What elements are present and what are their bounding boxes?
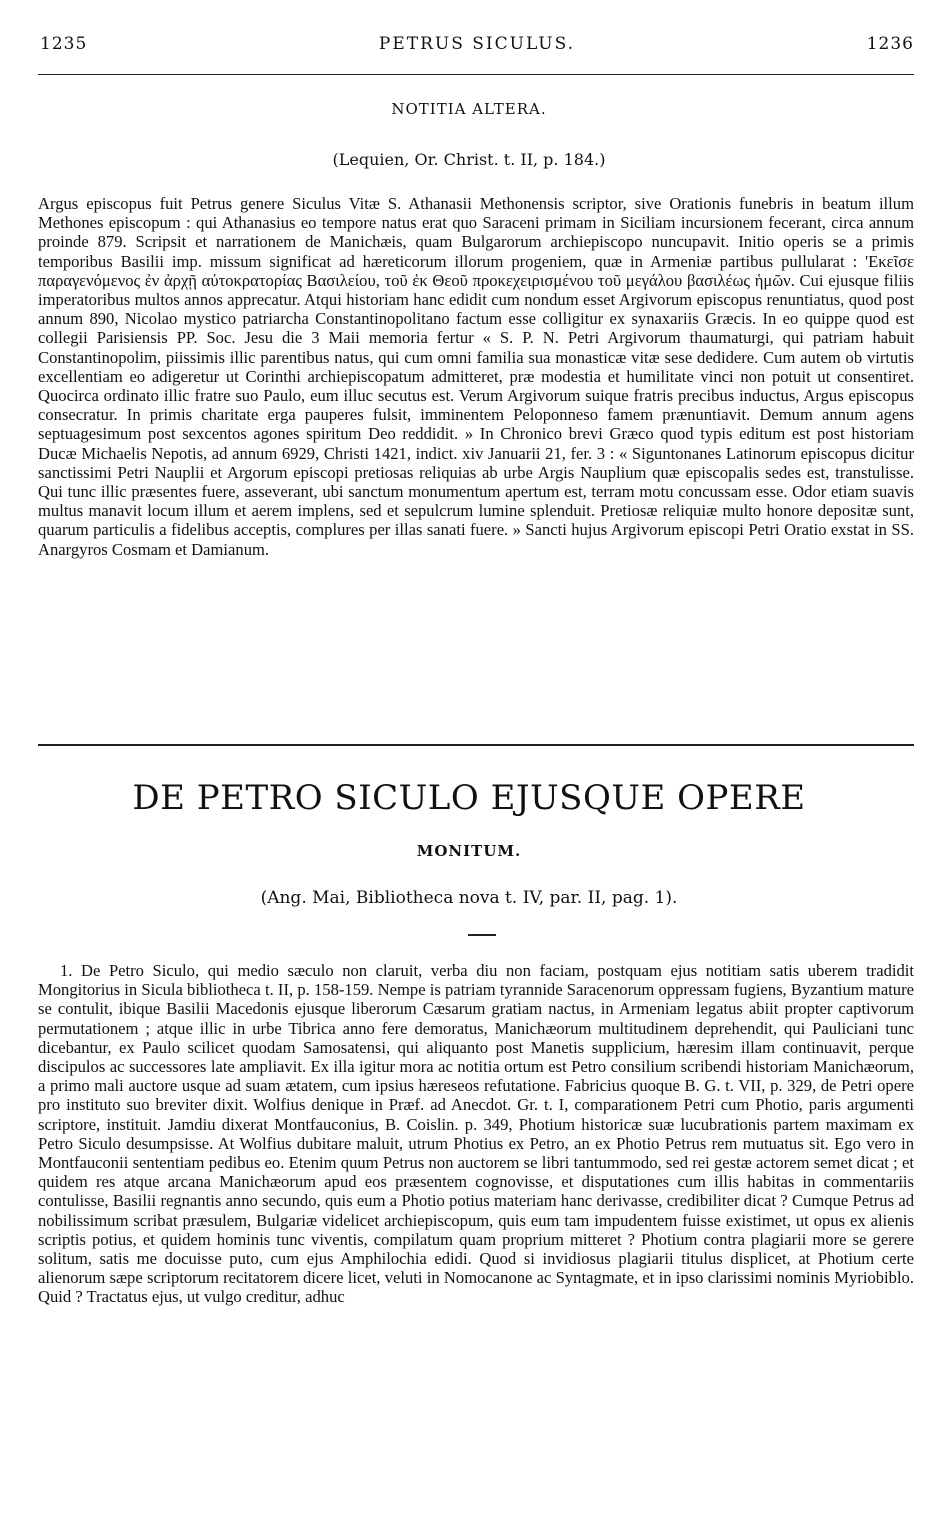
page-header <box>40 34 914 56</box>
running-title: PETRUS SICULUS. <box>378 34 576 54</box>
short-divider <box>468 934 496 936</box>
notitia-paragraph: Argus episcopus fuit Petrus genere Siculus Vitæ S. Athanasii Methonensis scriptor, sive Orationis funebris in beatum illum Methones episcopum : qui Athanasius eo tempore natus erat quo Saraceni primam in Siciliam incursionem fecerant, circa annum proinde 879. Scripsit et narrationem de Manichæis, quam Bulgarorum archiepiscopo nuncupavit. Initio operis se a primis temporibus Basilii imp. missum significat ad hæreticorum illorum progeniem, quæ in Armeniæ partibus pullularat : 'Εκεῖσε παραγενόμενος ἐν ἀρχῇ αὐτοκρατορίας Βασιλείου, τοῦ ἐκ Θεοῦ προκεχειρισμένου τοῦ μεγάλου βασιλέως ἡμῶν. Cui ejusque filiis imperatoribus multos annos apprecatur. Atqui historiam hanc edidit cum nondum esset Argivorum episcopus renuntiatus, quod post annum 890, Nicolao mystico patriarcha Constantinopolitano factum esse colligitur ex synaxariis Græcis. In eo quippe quod est collegii Parisiensis PP. Soc. Jesu die 3 Maii memoria fertur « S. P. N. Petri Argivorum thaumaturgi, qui patriam habuit Constantinopolim, piissimis illic parentibus natus, qui cum omni familia sua monasticæ vitæ sese dedidere. Cum autem ob virtutis excellentiam eo adigeretur ut Corinthi archiepiscopatum admitteret, præ modestia et humilitate vinci non potuit ut consentiret. Quocirca ordinato illic fratre suo Paulo, eum illuc secutus est. Verum Argivorum suique fratris precibus inductus, Argus episcopus consecratur. In primis charitate erga pauperes fulsit, imminentem Peloponneso famem prænuntiavit. Demum annum agens septuagesimum post sexcentos agones spiritum Deo reddidit. » In Chronico brevi Græco quod typis editum est post historiam Ducæ Michaelis Nepotis, ad annum 6929, Christi 1421, indict. xiv Januarii 21, fer. 3 : « Siguntonanes Latinorum episcopus dicitur sanctissimi Petri Nauplii et Argorum episcopi pretiosas reliquias ab urbe Argis Nauplium quæ episcopalis sedes est, transtulisse. Qui tunc illic præsentes fuere, asseverant, ubi sanctum monumentum apertum est, terram motu concussam esse. Odor etiam suavis multus manavit locum illum et aerem implens, sed et sepulcrum lumine splenduit. Pretiosæ reliquiæ multo honore depositæ sunt, quarum particulis a fidelibus acceptis, complures per illas sanati fuere. » Sancti hujus Argivorum episcopi Petri Oratio exstat in SS. Anargyros Cosmam et Damianum. <box>38 194 914 559</box>
section-source-lequien: (Lequien, Or. Christ. t. II, p. 184.) <box>332 150 606 169</box>
section-divider <box>38 744 914 746</box>
header-rule <box>38 74 914 75</box>
section-source-mai: (Ang. Mai, Bibliotheca nova t. IV, par. II, pag. 1). <box>260 888 678 908</box>
page-number-right: 1236 <box>866 34 914 54</box>
section-title-notitia: NOTITIA ALTERA. <box>391 100 547 118</box>
section-subtitle-monitum: MONITUM. <box>416 842 522 860</box>
page-number-left: 1235 <box>40 34 88 54</box>
monitum-paragraph: 1. De Petro Siculo, qui medio sæculo non claruit, verba diu non faciam, postquam ejus notitiam satis uberem tradidit Mongitorius in Sicula bibliotheca t. II, p. 158-159. Nempe is patriam tyrannide Saracenorum oppressam fugiens, Byzantium mature se contulit, ibique Basilii Macedonis ejusque liberorum Cæsarum gratiam nactus, in Armeniam legatus abiit propter captivorum permutationem ; atque illic in urbe Tibrica anno fere demoratus, Manichæorum multitudinem deprehendit, qui Pauliciani tunc dicebantur, ex Paulo scilicet quodam Samosatensi, qui aliquanto post Manetis supplicium, hæresim illam continuavit, perque discipulos ac successores late ampliavit. Ex illa igitur mora ac notitia ortum est Petro consilium scribendi historiam Manichæorum, a primo mali auctore usque ad suam ætatem, cum ipsius hæreseos refutatione. Fabricius quoque B. G. t. VII, p. 329, de Petri opere pro instituto suo breviter dixit. Wolfius denique in Præf. ad Anecdot. Gr. t. I, comparationem Petri cum Photio, paris argumenti scriptore, instituit. Jamdiu dixerat Montfauconius, B. Coislin. p. 349, Photium historicæ suæ lucubrationis partem maximam ex Petro Siculo desumpsisse. At Wolfius dubitare maluit, utrum Photius ex Petro, an ex Photio Petrus rem mutuatus sit. Ego vero in Montfauconii sententiam pedibus eo. Etenim quum Petrus non auctorem se libri tantummodo, sed rei gestæ actorem semet dicat ; et quidem res atque arcana Manichæorum apud eos præsentem cognovisse, et disputationes cum illis habitas in commentariis contulisse, Basilii regnantis anno secundo, quis eum a Photio potius materiam hanc derivasse, credibiliter dicat ? Cumque Petrus ad nobilissimum scribat præsulem, Bulgariæ videlicet archiepiscopum, quis eum tam impudentem fuisse existimet, ut opus ex alienis scriptis potius, et quidem hominis tunc viventis, compilatum quam proprium mitteret ? Photium contra plagiarii more se gerere solitum, satis me docuisse puto, cum ejus Amphilochia edidi. Quod si invidiosus plagiarii titulus displicet, at Photium certe alienorum sæpe scriptorum recitatorem dicere licet, veluti in Nomocanone ac Syntagmate, et in ipso clarissimi nominis Myriobiblo. Quid ? Tractatus ejus, ut vulgo creditur, adhuc <box>38 961 914 1307</box>
section-title-de-petro: DE PETRO SICULO EJUSQUE OPERE <box>132 778 806 818</box>
